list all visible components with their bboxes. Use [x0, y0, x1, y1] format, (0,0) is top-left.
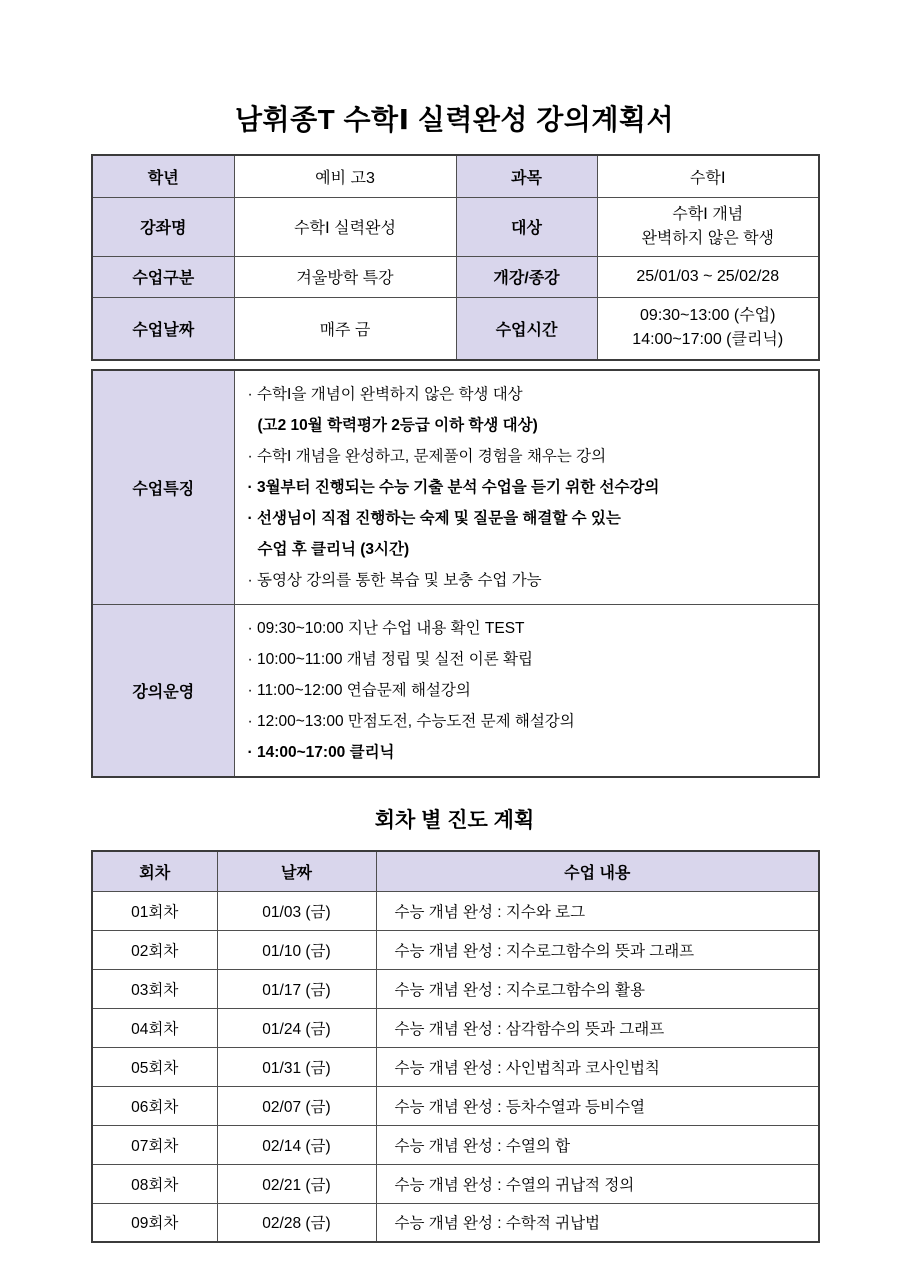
detail-label-features: 수업특징 [92, 370, 234, 605]
operation-line: · 10:00~11:00 개념 정립 및 실전 이론 확립 [247, 651, 533, 668]
feature-line: · 수학Ⅰ을 개념이 완벽하지 않은 학생 대상 [247, 386, 523, 403]
schedule-col-session: 회차 [92, 851, 217, 891]
session-no: 09회차 [92, 1203, 217, 1242]
session-date: 02/14 (금) [217, 1125, 376, 1164]
info-value-term: 25/01/03 ~ 25/02/28 [597, 256, 819, 297]
session-date: 01/17 (금) [217, 969, 376, 1008]
session-topic: 수능 개념 완성 : 지수와 로그 [376, 891, 819, 930]
schedule-row [92, 930, 819, 969]
session-no: 04회차 [92, 1008, 217, 1047]
page-title: 남휘종T 수학Ⅰ 실력완성 강의계획서 [234, 104, 675, 135]
session-topic: 수능 개념 완성 : 등차수열과 등비수열 [376, 1086, 819, 1125]
operation-line: · 12:00~13:00 만점도전, 수능도전 문제 해설강의 [247, 713, 575, 730]
schedule-row [92, 1086, 819, 1125]
schedule-row [92, 1203, 819, 1242]
schedule-row [92, 1047, 819, 1086]
detail-row-operation [92, 605, 819, 778]
course-info-table [91, 154, 820, 361]
operation-line: · 14:00~17:00 클리닉 [247, 744, 395, 761]
session-date: 02/28 (금) [217, 1203, 376, 1242]
session-topic: 수능 개념 완성 : 수열의 귀납적 정의 [376, 1164, 819, 1203]
detail-row-features [92, 370, 819, 605]
session-date: 01/03 (금) [217, 891, 376, 930]
info-value-target-line2: 완벽하지 않은 학생 [641, 229, 775, 247]
operation-line: · 09:30~10:00 지난 수업 내용 확인 TEST [247, 620, 525, 637]
info-value-class-time [597, 297, 819, 360]
feature-line: · 선생님이 직접 진행하는 숙제 및 질문을 해결할 수 있는 [247, 510, 621, 527]
feature-line: · 3월부터 진행되는 수능 기출 분석 수업을 듣기 위한 선수강의 [247, 479, 660, 496]
session-no: 05회차 [92, 1047, 217, 1086]
info-value-grade: 예비 고3 [234, 155, 456, 197]
info-row-day-time [92, 297, 819, 360]
info-row-course-target [92, 197, 819, 256]
feature-line: · 동영상 강의를 통한 복습 및 보충 수업 가능 [247, 572, 542, 589]
info-label-subject: 과목 [456, 155, 597, 197]
schedule-header-row [92, 851, 819, 891]
feature-line: (고2 10월 학력평가 2등급 이하 학생 대상) [257, 417, 538, 434]
info-label-class-day: 수업날짜 [92, 297, 234, 360]
info-value-subject: 수학Ⅰ [597, 155, 819, 197]
info-label-term: 개강/종강 [456, 256, 597, 297]
session-topic: 수능 개념 완성 : 지수로그함수의 활용 [376, 969, 819, 1008]
session-date: 02/21 (금) [217, 1164, 376, 1203]
info-value-class-time-line2: 14:00~17:00 (클리닉) [632, 331, 784, 349]
session-no: 06회차 [92, 1086, 217, 1125]
schedule-row [92, 1125, 819, 1164]
schedule-col-date: 날짜 [217, 851, 376, 891]
session-no: 01회차 [92, 891, 217, 930]
feature-line: 수업 후 클리닉 (3시간) [257, 541, 410, 558]
session-date: 01/24 (금) [217, 1008, 376, 1047]
session-no: 07회차 [92, 1125, 217, 1164]
schedule-row [92, 969, 819, 1008]
session-topic: 수능 개념 완성 : 지수로그함수의 뜻과 그래프 [376, 930, 819, 969]
session-topic: 수능 개념 완성 : 수학적 귀납법 [376, 1203, 819, 1242]
session-topic: 수능 개념 완성 : 수열의 합 [376, 1125, 819, 1164]
feature-line: · 수학Ⅰ 개념을 완성하고, 문제풀이 경험을 채우는 강의 [247, 448, 607, 465]
detail-content-operation [234, 605, 819, 778]
session-topic: 수능 개념 완성 : 사인법칙과 코사인법칙 [376, 1047, 819, 1086]
info-value-class-type: 겨울방학 특강 [234, 256, 456, 297]
info-label-class-time: 수업시간 [456, 297, 597, 360]
session-no: 02회차 [92, 930, 217, 969]
schedule-row [92, 1164, 819, 1203]
info-label-grade: 학년 [92, 155, 234, 197]
schedule-row [92, 1008, 819, 1047]
session-topic: 수능 개념 완성 : 삼각함수의 뜻과 그래프 [376, 1008, 819, 1047]
schedule-col-topic: 수업 내용 [376, 851, 819, 891]
info-label-course-name: 강좌명 [92, 197, 234, 256]
session-no: 08회차 [92, 1164, 217, 1203]
session-no: 03회차 [92, 969, 217, 1008]
session-date: 01/10 (금) [217, 930, 376, 969]
info-value-target [597, 197, 819, 256]
info-value-course-name: 수학Ⅰ 실력완성 [234, 197, 456, 256]
detail-content-features [234, 370, 819, 605]
course-detail-table [91, 369, 820, 778]
session-date: 01/31 (금) [217, 1047, 376, 1086]
operation-line: · 11:00~12:00 연습문제 해설강의 [247, 682, 471, 699]
schedule-table [91, 850, 820, 1243]
info-value-target-line1: 수학Ⅰ 개념 [672, 205, 744, 223]
schedule-heading: 회차 별 진도 계획 [374, 809, 535, 832]
schedule-row [92, 891, 819, 930]
info-value-class-time-line1: 09:30~13:00 (수업) [640, 307, 776, 325]
syllabus-document [91, 0, 818, 1243]
info-label-target: 대상 [456, 197, 597, 256]
info-value-class-day: 매주 금 [234, 297, 456, 360]
session-date: 02/07 (금) [217, 1086, 376, 1125]
info-label-class-type: 수업구분 [92, 256, 234, 297]
info-row-type-dates [92, 256, 819, 297]
info-row-grade-subject [92, 155, 819, 197]
detail-label-operation: 강의운영 [92, 605, 234, 778]
